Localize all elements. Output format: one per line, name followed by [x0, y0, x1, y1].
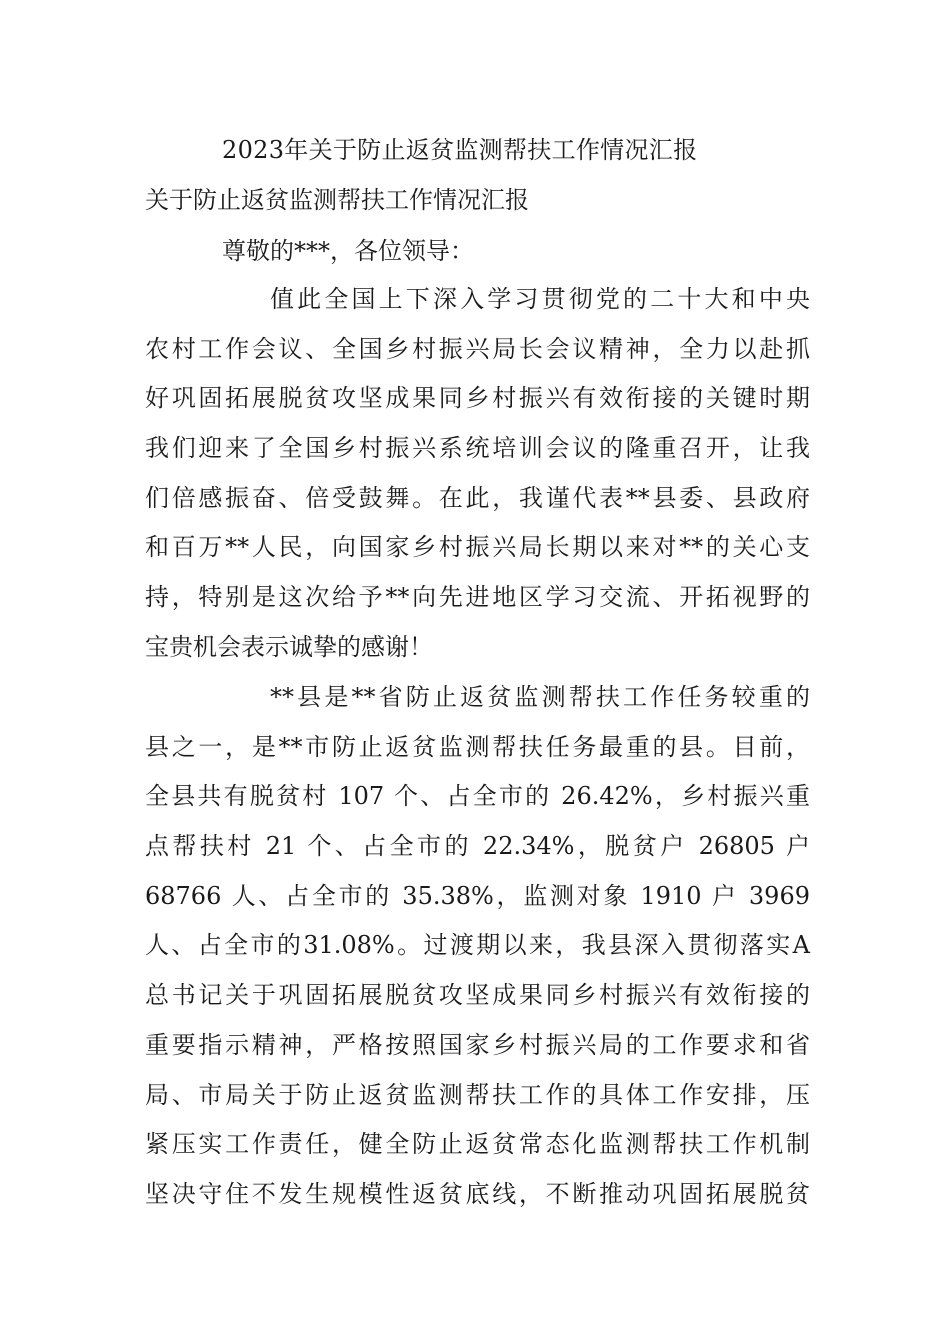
paragraph-line: 点帮扶村 21 个、占全市的 22.34%，脱贫户 26805 户: [145, 832, 810, 861]
paragraph-line: 农村工作会议、全国乡村振兴局长会议精神，全力以赴抓: [145, 334, 810, 363]
paragraph-line: 和百万**人民，向国家乡村振兴局长期以来对**的关心支: [145, 533, 810, 562]
paragraph-2: [145, 680, 810, 1227]
paragraph-line: 值此全国上下深入学习贯彻党的二十大和中央: [270, 285, 810, 313]
paragraph-line: 紧压实工作责任，健全防止返贫常态化监测帮扶工作机制: [145, 1130, 810, 1159]
paragraph-line: 坚决守住不发生规模性返贫底线，不断推动巩固拓展脱贫: [145, 1179, 810, 1208]
paragraph-line: 们倍感振奋、倍受鼓舞。在此，我谨代表**县委、县政府: [145, 483, 810, 512]
paragraph-line: 重要指示精神，严格按照国家乡村振兴局的工作要求和省: [145, 1030, 810, 1059]
paragraph-line: **县是**省防止返贫监测帮扶工作任务较重的: [270, 683, 810, 711]
salutation: 尊敬的***，各位领导：: [222, 237, 474, 265]
paragraph-line: 县之一，是**市防止返贫监测帮扶任务最重的县。目前，: [145, 732, 810, 761]
paragraph-line: 局、市局关于防止返贫监测帮扶工作的具体工作安排，压: [145, 1080, 810, 1109]
document-title: 2023年关于防止返贫监测帮扶工作情况汇报: [222, 136, 698, 164]
paragraph-line: 人、占全市的31.08%。过渡期以来，我县深入贯彻落实A: [145, 931, 810, 960]
document-subtitle: 关于防止返贫监测帮扶工作情况汇报: [145, 186, 529, 214]
paragraph-line: 好巩固拓展脱贫攻坚成果同乡村振兴有效衔接的关键时期: [145, 384, 810, 413]
paragraph-line: 68766 人、占全市的 35.38%，监测对象 1910 户 3969: [145, 881, 810, 910]
paragraph-line: 持，特别是这次给予**向先进地区学习交流、开拓视野的: [145, 583, 810, 612]
paragraph-1: [145, 282, 810, 680]
paragraph-line: 我们迎来了全国乡村振兴系统培训会议的隆重召开，让我: [145, 434, 810, 463]
paragraph-line: 总书记关于巩固拓展脱贫攻坚成果同乡村振兴有效衔接的: [145, 981, 810, 1010]
paragraph-line: 宝贵机会表示诚挚的感谢！: [145, 632, 433, 661]
paragraph-line: 全县共有脱贫村 107 个、占全市的 26.42%，乡村振兴重: [145, 782, 810, 811]
